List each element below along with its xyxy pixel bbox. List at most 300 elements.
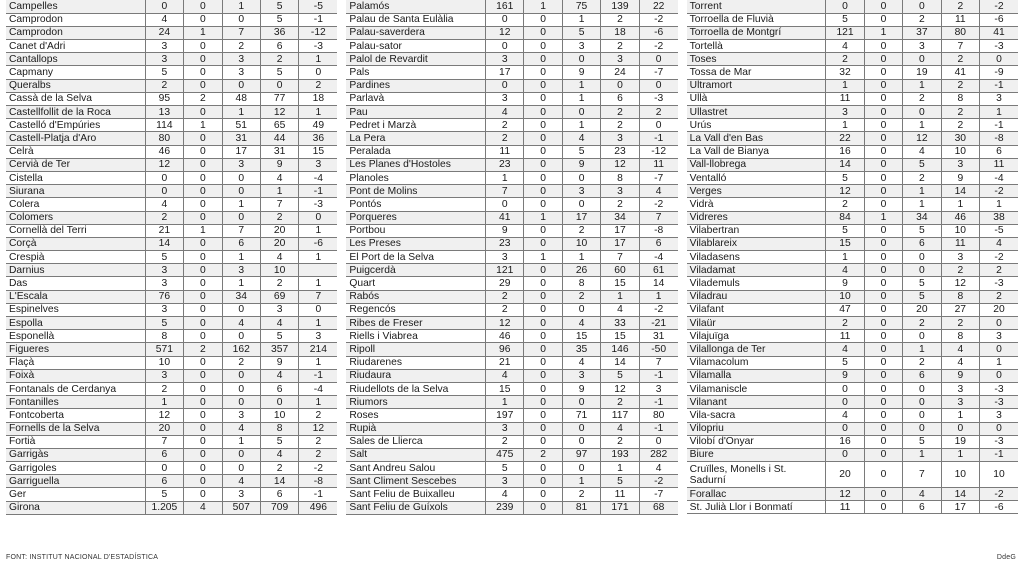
value-cell: 11	[639, 158, 677, 171]
value-cell: 0	[222, 79, 260, 92]
value-cell: 0	[184, 0, 222, 13]
municipality-name: Vilajuïga	[687, 330, 826, 343]
value-cell: 709	[260, 501, 298, 514]
value-cell: 0	[864, 488, 902, 501]
value-cell: 4	[260, 171, 298, 184]
value-cell: 0	[222, 13, 260, 26]
table-row	[687, 79, 1018, 92]
value-cell: 1	[299, 251, 337, 264]
table-row	[346, 13, 677, 26]
table-row	[346, 119, 677, 132]
value-cell: 37	[903, 26, 941, 39]
municipality-name: Roses	[346, 409, 485, 422]
municipality-name: Garrigàs	[6, 448, 145, 461]
table-row	[687, 185, 1018, 198]
value-cell: 12	[299, 422, 337, 435]
value-cell: 0	[524, 475, 562, 488]
value-cell: 0	[524, 303, 562, 316]
table-row	[6, 53, 337, 66]
statistics-tables	[6, 0, 1018, 550]
value-cell: -1	[980, 119, 1018, 132]
value-cell: 0	[903, 330, 941, 343]
municipality-name: Ger	[6, 488, 145, 501]
table-row	[346, 79, 677, 92]
value-cell: 0	[524, 106, 562, 119]
value-cell: 162	[222, 343, 260, 356]
value-cell: 11	[486, 145, 524, 158]
value-cell: 1	[524, 211, 562, 224]
municipality-name: Toses	[687, 53, 826, 66]
value-cell: 7	[941, 40, 979, 53]
municipality-name: La Vall de Bianya	[687, 145, 826, 158]
municipality-name: Pontós	[346, 198, 485, 211]
value-cell: 0	[486, 40, 524, 53]
value-cell: -50	[639, 343, 677, 356]
value-cell: 1	[222, 0, 260, 13]
value-cell: 34	[601, 211, 639, 224]
municipality-name: Siurana	[6, 185, 145, 198]
value-cell: 0	[260, 396, 298, 409]
value-cell: 121	[486, 264, 524, 277]
value-cell: 2	[562, 224, 600, 237]
value-cell: 3	[941, 382, 979, 395]
table-row	[687, 92, 1018, 105]
value-cell: 0	[524, 382, 562, 395]
value-cell: -1	[639, 422, 677, 435]
value-cell: 12	[826, 185, 864, 198]
value-cell: 2	[980, 264, 1018, 277]
value-cell: 0	[222, 171, 260, 184]
municipality-name: Ripoll	[346, 343, 485, 356]
value-cell: 0	[524, 356, 562, 369]
value-cell: 0	[184, 475, 222, 488]
value-cell: 2	[486, 132, 524, 145]
value-cell: 9	[941, 369, 979, 382]
value-cell: 239	[486, 501, 524, 514]
value-cell: 0	[184, 448, 222, 461]
value-cell: -2	[639, 475, 677, 488]
value-cell: 21	[145, 224, 183, 237]
table-row	[6, 26, 337, 39]
table-row	[346, 475, 677, 488]
value-cell: 0	[524, 237, 562, 250]
value-cell: 0	[222, 211, 260, 224]
municipality-name: Vilafant	[687, 303, 826, 316]
value-cell: 0	[184, 277, 222, 290]
value-cell: 17	[486, 66, 524, 79]
table-row	[6, 369, 337, 382]
value-cell: 36	[260, 26, 298, 39]
table-row	[346, 171, 677, 184]
table-row	[346, 66, 677, 79]
value-cell: 1	[222, 277, 260, 290]
value-cell: 46	[486, 330, 524, 343]
municipality-name: Riells i Viabrea	[346, 330, 485, 343]
value-cell: 14	[601, 356, 639, 369]
municipality-name: Pont de Molins	[346, 185, 485, 198]
municipality-name: Vidrà	[687, 198, 826, 211]
value-cell: -3	[980, 382, 1018, 395]
value-cell: -4	[299, 382, 337, 395]
value-cell: 0	[601, 79, 639, 92]
value-cell: 10	[980, 462, 1018, 488]
value-cell: 20	[145, 422, 183, 435]
table-row	[687, 488, 1018, 501]
value-cell: 1	[941, 198, 979, 211]
table-row	[346, 224, 677, 237]
value-cell: 193	[601, 448, 639, 461]
value-cell: 76	[145, 290, 183, 303]
table-panel-3	[687, 0, 1018, 550]
table-row	[6, 396, 337, 409]
municipality-name: Darnius	[6, 264, 145, 277]
value-cell: 4	[222, 475, 260, 488]
value-cell: 16	[826, 145, 864, 158]
value-cell: 0	[524, 185, 562, 198]
table-row	[346, 382, 677, 395]
value-cell: 3	[486, 422, 524, 435]
table-row	[6, 0, 337, 13]
municipality-name: Riudarenes	[346, 356, 485, 369]
value-cell: 1	[562, 79, 600, 92]
value-cell: 4	[260, 369, 298, 382]
value-cell: 2	[601, 106, 639, 119]
value-cell: 2	[260, 211, 298, 224]
value-cell: 2	[486, 303, 524, 316]
value-cell: 2	[562, 290, 600, 303]
municipality-name: Puigcerdà	[346, 264, 485, 277]
municipality-name: St. Julià Llor i Bonmatí	[687, 501, 826, 514]
value-cell: 0	[864, 66, 902, 79]
value-cell: 0	[864, 330, 902, 343]
table-row	[687, 171, 1018, 184]
value-cell: 8	[601, 171, 639, 184]
value-cell: -1	[299, 185, 337, 198]
value-cell: 16	[826, 435, 864, 448]
value-cell: 1	[222, 198, 260, 211]
value-cell: 1	[222, 435, 260, 448]
municipality-name: Fontanals de Cerdanya	[6, 382, 145, 395]
table-row	[346, 356, 677, 369]
municipality-name: Biure	[687, 448, 826, 461]
value-cell: 0	[562, 396, 600, 409]
table-row	[687, 462, 1018, 488]
value-cell: -1	[639, 396, 677, 409]
municipality-name: Torroella de Fluvià	[687, 13, 826, 26]
value-cell: 0	[562, 171, 600, 184]
value-cell: 0	[184, 211, 222, 224]
value-cell: 69	[260, 290, 298, 303]
value-cell: -3	[980, 277, 1018, 290]
table-row	[6, 158, 337, 171]
value-cell: 1	[601, 290, 639, 303]
value-cell: 1	[486, 171, 524, 184]
value-cell: 2	[299, 435, 337, 448]
value-cell: 0	[222, 185, 260, 198]
value-cell: 12	[145, 158, 183, 171]
value-cell: 3	[980, 330, 1018, 343]
municipality-name: Fornells de la Selva	[6, 422, 145, 435]
municipality-name: Palamós	[346, 0, 485, 13]
value-cell: 5	[826, 171, 864, 184]
value-cell: 1	[299, 53, 337, 66]
value-cell: 4	[486, 488, 524, 501]
value-cell: 1	[562, 92, 600, 105]
value-cell: 20	[903, 303, 941, 316]
value-cell: -4	[980, 171, 1018, 184]
value-cell: 0	[826, 422, 864, 435]
municipality-name: Portbou	[346, 224, 485, 237]
value-cell: 3	[562, 369, 600, 382]
table-row	[6, 237, 337, 250]
table-row	[687, 303, 1018, 316]
value-cell: 0	[184, 185, 222, 198]
value-cell: 2	[941, 106, 979, 119]
value-cell: 1	[826, 251, 864, 264]
municipality-name: Porqueres	[346, 211, 485, 224]
value-cell: 0	[864, 356, 902, 369]
value-cell: 0	[222, 369, 260, 382]
value-cell: 0	[864, 92, 902, 105]
value-cell: 2	[486, 119, 524, 132]
table-row	[346, 488, 677, 501]
table-row	[687, 119, 1018, 132]
value-cell: 0	[222, 462, 260, 475]
value-cell: 9	[260, 356, 298, 369]
value-cell: 14	[639, 277, 677, 290]
value-cell: 0	[184, 132, 222, 145]
value-cell: 139	[601, 0, 639, 13]
value-cell: 7	[222, 26, 260, 39]
municipality-name: Sant Feliu de Guíxols	[346, 501, 485, 514]
value-cell: 2	[903, 171, 941, 184]
value-cell: 0	[524, 79, 562, 92]
value-cell: 7	[260, 198, 298, 211]
table-row	[346, 290, 677, 303]
table-row	[6, 171, 337, 184]
value-cell: -8	[980, 132, 1018, 145]
table-row	[687, 422, 1018, 435]
value-cell: 15	[299, 145, 337, 158]
value-cell: 0	[864, 53, 902, 66]
municipality-name: Pau	[346, 106, 485, 119]
value-cell: -3	[299, 198, 337, 211]
value-cell: 47	[826, 303, 864, 316]
value-cell: 171	[601, 501, 639, 514]
municipality-name: Crespià	[6, 251, 145, 264]
table-row	[687, 317, 1018, 330]
value-cell: 5	[145, 66, 183, 79]
value-cell: 0	[184, 317, 222, 330]
value-cell: 2	[903, 317, 941, 330]
value-cell: -7	[639, 488, 677, 501]
value-cell: 3	[222, 66, 260, 79]
value-cell: 29	[486, 277, 524, 290]
municipality-table	[6, 0, 337, 515]
value-cell: 80	[941, 26, 979, 39]
value-cell: 0	[864, 132, 902, 145]
table-row	[346, 237, 677, 250]
table-row	[6, 106, 337, 119]
value-cell: 0	[222, 330, 260, 343]
value-cell: 7	[222, 224, 260, 237]
value-cell: 3	[486, 475, 524, 488]
table-row	[346, 211, 677, 224]
value-cell: 4	[826, 343, 864, 356]
value-cell: 80	[639, 409, 677, 422]
value-cell: 3	[260, 303, 298, 316]
value-cell: 1	[299, 396, 337, 409]
value-cell: 4	[639, 185, 677, 198]
value-cell: 0	[980, 343, 1018, 356]
value-cell: 12	[941, 277, 979, 290]
value-cell: -7	[639, 66, 677, 79]
value-cell: 0	[562, 422, 600, 435]
value-cell: 2	[826, 198, 864, 211]
value-cell: 12	[145, 409, 183, 422]
table-row	[687, 0, 1018, 13]
table-row	[687, 237, 1018, 250]
value-cell: 0	[222, 448, 260, 461]
value-cell: 2	[299, 448, 337, 461]
value-cell: 0	[864, 119, 902, 132]
value-cell: 20	[826, 462, 864, 488]
table-row	[346, 396, 677, 409]
table-row	[6, 330, 337, 343]
table-row	[346, 277, 677, 290]
value-cell: -3	[980, 396, 1018, 409]
municipality-name: Cassà de la Selva	[6, 92, 145, 105]
value-cell: 95	[145, 92, 183, 105]
value-cell: 3	[486, 251, 524, 264]
value-cell: 10	[941, 462, 979, 488]
municipality-name: Vilamalla	[687, 369, 826, 382]
value-cell: 20	[980, 303, 1018, 316]
value-cell: 2	[299, 79, 337, 92]
value-cell: 2	[145, 211, 183, 224]
municipality-name: Torrent	[687, 0, 826, 13]
table-row	[346, 40, 677, 53]
municipality-name: Garrigoles	[6, 462, 145, 475]
value-cell: -1	[299, 369, 337, 382]
value-cell: 1	[941, 448, 979, 461]
value-cell: 5	[260, 435, 298, 448]
value-cell: 197	[486, 409, 524, 422]
value-cell: 1	[903, 448, 941, 461]
value-cell: 0	[524, 66, 562, 79]
value-cell: 2	[941, 0, 979, 13]
value-cell: 2	[486, 435, 524, 448]
value-cell: 2	[260, 53, 298, 66]
value-cell: 6	[260, 382, 298, 395]
value-cell: 1	[524, 0, 562, 13]
value-cell: 1	[260, 185, 298, 198]
table-row	[6, 79, 337, 92]
value-cell: 0	[184, 40, 222, 53]
value-cell: 0	[184, 396, 222, 409]
municipality-name: Parlavà	[346, 92, 485, 105]
municipality-name: La Vall d'en Bas	[687, 132, 826, 145]
value-cell: 0	[864, 343, 902, 356]
value-cell: 6	[260, 488, 298, 501]
value-cell: -6	[980, 501, 1018, 514]
value-cell: 5	[260, 66, 298, 79]
value-cell: 0	[486, 13, 524, 26]
value-cell: 0	[524, 224, 562, 237]
table-row	[6, 251, 337, 264]
value-cell: 7	[299, 290, 337, 303]
table-row	[687, 264, 1018, 277]
value-cell: 4	[980, 237, 1018, 250]
municipality-table	[687, 0, 1018, 514]
value-cell: 4	[826, 409, 864, 422]
value-cell: 0	[299, 66, 337, 79]
table-row	[687, 343, 1018, 356]
value-cell: 0	[184, 251, 222, 264]
municipality-name: Camprodon	[6, 13, 145, 26]
value-cell: 0	[639, 119, 677, 132]
value-cell: -2	[639, 198, 677, 211]
value-cell: 0	[145, 171, 183, 184]
value-cell: 2	[145, 382, 183, 395]
table-row	[687, 198, 1018, 211]
value-cell: 0	[524, 290, 562, 303]
municipality-name: Ultramort	[687, 79, 826, 92]
value-cell: 0	[184, 13, 222, 26]
value-cell: 17	[601, 224, 639, 237]
value-cell: 0	[524, 409, 562, 422]
municipality-name: Riumors	[346, 396, 485, 409]
table-row	[687, 277, 1018, 290]
value-cell: 0	[864, 317, 902, 330]
value-cell: 34	[222, 290, 260, 303]
value-cell: 1	[941, 409, 979, 422]
value-cell: 1	[486, 396, 524, 409]
value-cell: 17	[222, 145, 260, 158]
value-cell: 4	[260, 448, 298, 461]
value-cell: 0	[826, 0, 864, 13]
value-cell: 0	[562, 462, 600, 475]
value-cell: 0	[562, 435, 600, 448]
municipality-name: Sant Andreu Salou	[346, 462, 485, 475]
value-cell: 0	[145, 185, 183, 198]
value-cell: -1	[980, 79, 1018, 92]
value-cell: 1	[980, 198, 1018, 211]
value-cell: 0	[524, 317, 562, 330]
value-cell: 11	[980, 158, 1018, 171]
source-note: FONT: INSTITUT NACIONAL D'ESTADÍSTICA	[6, 554, 159, 561]
value-cell: 12	[486, 317, 524, 330]
value-cell: 41	[486, 211, 524, 224]
municipality-name: Canet d'Adri	[6, 40, 145, 53]
municipality-name: Campelles	[6, 0, 145, 13]
value-cell: 1	[903, 198, 941, 211]
value-cell: 4	[184, 501, 222, 514]
value-cell: 2	[826, 53, 864, 66]
value-cell: 0	[184, 106, 222, 119]
value-cell: 5	[601, 475, 639, 488]
value-cell: 0	[524, 462, 562, 475]
table-row	[6, 92, 337, 105]
value-cell: 5	[903, 435, 941, 448]
value-cell: 0	[524, 40, 562, 53]
value-cell: 20	[260, 237, 298, 250]
value-cell: 1	[562, 475, 600, 488]
table-row	[346, 145, 677, 158]
value-cell: 9	[826, 277, 864, 290]
table-row	[687, 435, 1018, 448]
value-cell: 0	[826, 448, 864, 461]
